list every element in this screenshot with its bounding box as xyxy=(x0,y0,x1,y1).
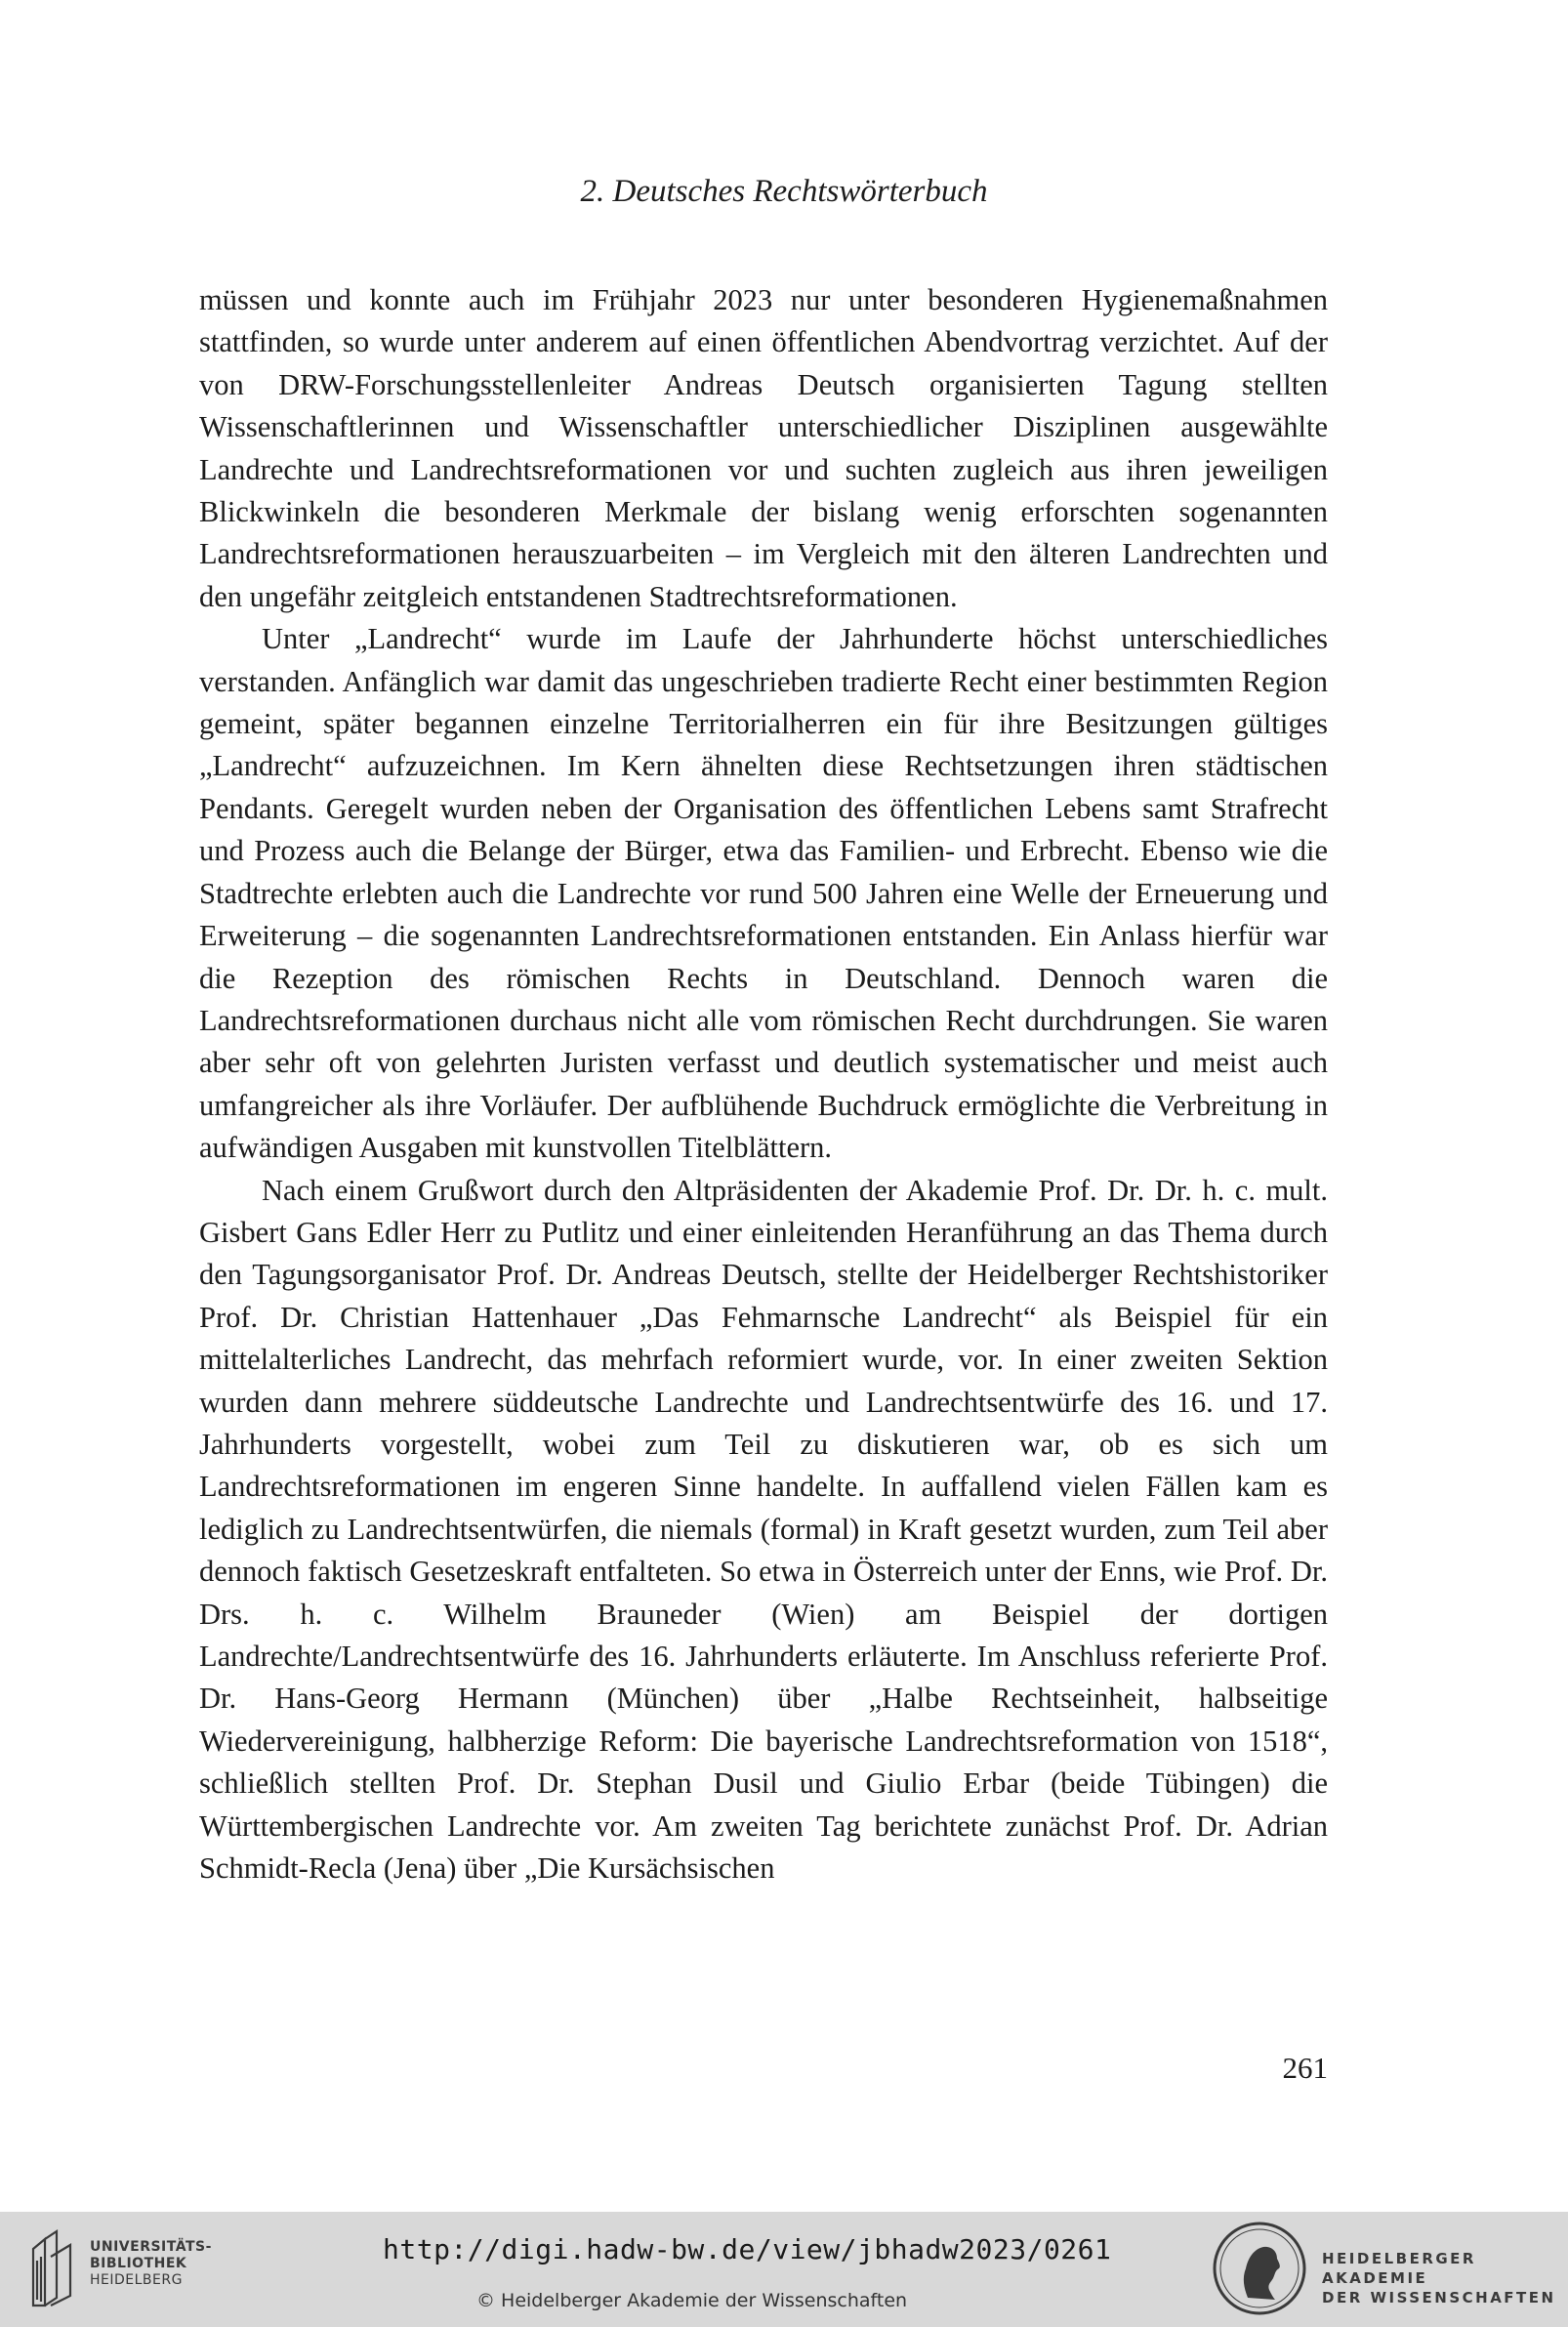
academy-seal-logo-icon xyxy=(1211,2220,1308,2317)
body-text xyxy=(199,279,1328,1890)
running-header-title: 2. Deutsches Rechtswörterbuch xyxy=(580,174,988,209)
footer-url-link[interactable]: http://digi.hadw-bw.de/view/jbhadw2023/0261 xyxy=(383,2233,1112,2265)
footer-bar xyxy=(0,2212,1568,2327)
university-library-name: UNIVERSITÄTS- BIBLIOTHEK HEIDELBERG xyxy=(90,2239,212,2288)
academy-name: HEIDELBERGER AKADEMIE DER WISSENSCHAFTEN xyxy=(1322,2250,1556,2306)
page-number: 261 xyxy=(1282,2051,1328,2085)
paragraph-3: Nach einem Grußwort durch den Altpräsidenten der Akademie Prof. Dr. Dr. h. c. mult. Gisbert Gans Edler Herr zu Putlitz und einer einleitenden Heranführung an das Thema durch den Tagungsorganisator Prof. Dr. Andreas Deutsch, stellte der Heidelberger Rechtshistoriker Prof. Dr. Christian Hattenhauer „Das Fehmarnsche Landrecht“ als Beispiel für ein mittelalterliches Landrecht, das mehrfach reformiert wurde, vor. In einer zweiten Sektion wurden dann mehrere süddeutsche Landrechte und Landrechtsentwürfe des 16. und 17. Jahrhunderts vorgestellt, wobei zum Teil zu diskutieren war, ob es sich um Landrechtsreformationen im engeren Sinne handelte. In auffallend vielen Fällen kam es lediglich zu Landrechtsentwürfen, die niemals (formal) in Kraft gesetzt wurden, zum Teil aber dennoch faktisch Gesetzeskraft entfalteten. So etwa in Österreich unter der Enns, wie Prof. Dr. Drs. h. c. Wilhelm Brauneder (Wien) am Beispiel der dortigen Landrechte/Landrechtsentwürfe des 16. Jahrhunderts erläuterte. Im Anschluss referierte Prof. Dr. Hans-Georg Hermann (München) über „Halbe Rechtseinheit, halbseitige Wiedervereinigung, halbherzige Reform: Die bayerische Landrechtsreformation von 1518“, schließlich stellten Prof. Dr. Stephan Dusil und Giulio Erbar (beide Tübingen) die Württembergischen Landrechte vor. Am zweiten Tag berichtete zunächst Prof. Dr. Adrian Schmidt-Recla (Jena) über „Die Kursächsischen xyxy=(199,1173,1328,1886)
university-library-logo-icon xyxy=(27,2227,76,2309)
footer-copyright: © Heidelberger Akademie der Wissenschaften xyxy=(476,2290,908,2311)
paragraph-1: müssen und konnte auch im Frühjahr 2023 nur unter besonderen Hygienemaßnahmen stattfinden, so wurde unter anderem auf einen öffentlichen Abendvortrag verzichtet. Auf der von DRW-Forschungsstellenleiter Andreas Deutsch organisierten Tagung stellten Wissenschaftlerinnen und Wissenschaftler unterschiedlicher Disziplinen ausgewählte Landrechte und Landrechtsreformationen vor und suchten zugleich aus ihren jeweiligen Blickwinkeln die besonderen Merkmale der bislang wenig erforschten sogenannten Landrechtsreformationen herauszuarbeiten – im Vergleich mit den älteren Landrechten und den ungefähr zeitgleich entstandenen Stadtrechtsreformationen. xyxy=(199,283,1328,613)
paragraph-2: Unter „Landrecht“ wurde im Laufe der Jahrhunderte höchst unterschiedliches verstanden. Anfänglich war damit das ungeschrieben tradierte Recht einer bestimmten Region gemeint, später begannen einzelne Territorialherren ein für ihre Besitzungen gültiges „Landrecht“ aufzuzeichnen. Im Kern ähnelten diese Rechtsetzungen ihren städtischen Pendants. Geregelt wurden neben der Organisation des öffentlichen Lebens samt Strafrecht und Prozess auch die Belange der Bürger, etwa das Familien- und Erbrecht. Ebenso wie die Stadtrechte erlebten auch die Landrechte vor rund 500 Jahren eine Welle der Erneuerung und Erweiterung – die sogenannten Landrechtsreformationen entstanden. Ein Anlass hierfür war die Rezeption des römischen Rechts in Deutschland. Dennoch waren die Landrechtsreformationen durchaus nicht alle vom römischen Recht durchdrungen. Sie waren aber sehr oft von gelehrten Juristen verfasst und deutlich systematischer und meist auch umfangreicher als ihre Vorläufer. Der aufblühende Buchdruck ermöglichte die Verbreitung in aufwändigen Ausgaben mit kunstvollen Titelblättern. xyxy=(199,622,1328,1165)
